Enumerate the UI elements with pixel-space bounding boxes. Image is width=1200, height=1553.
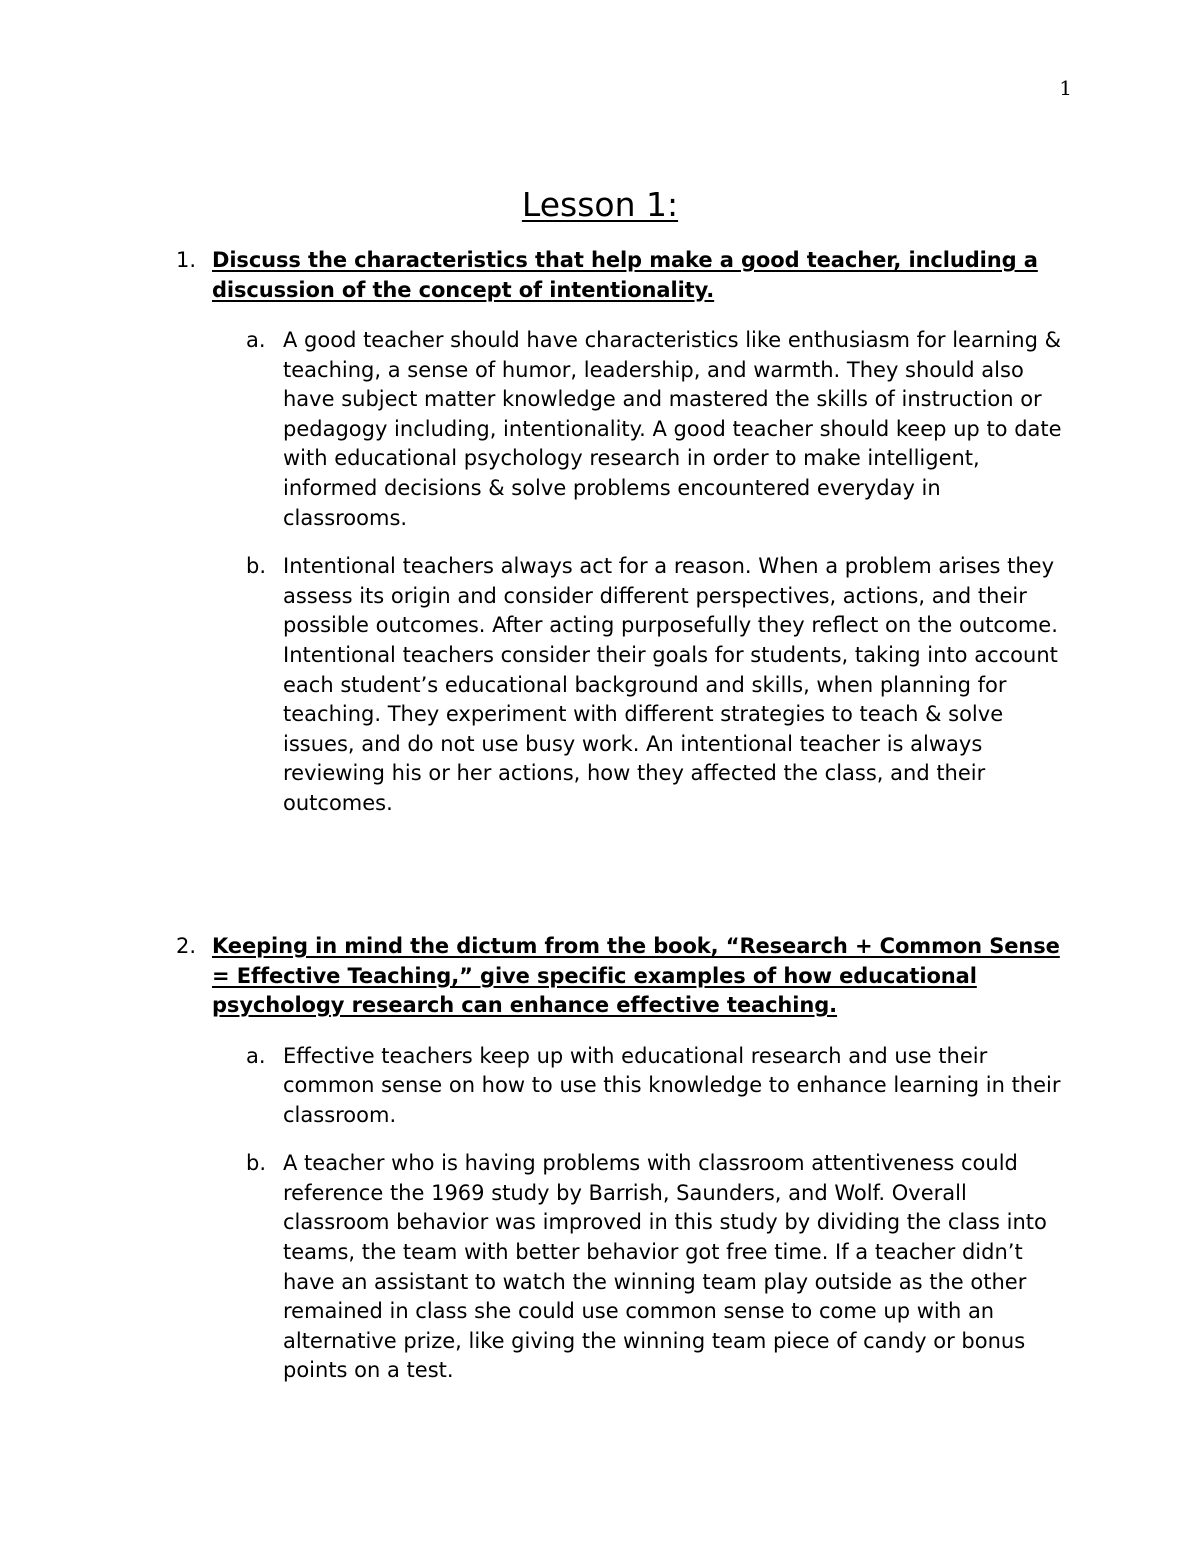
answer-letter: b. [246, 1151, 267, 1176]
answer-item [212, 1042, 1063, 1131]
page-title: Lesson 1: [521, 185, 679, 224]
answer-text: A teacher who is having problems with classroom attentiveness could reference the 1969 study by Barrish, Saunders, and Wolf. Overall classroom behavior was improved in this study by dividing the class into teams, the team with better behavior got free time. If a teacher didn’t have an assistant to watch the winning team play outside as the other remained in class she could use common sense to come up with an alternative prize, like giving the winning team piece of candy or bonus points on a test. [283, 1151, 1047, 1383]
answer-letter: a. [246, 328, 266, 352]
question-number: 2. [176, 934, 197, 958]
answer-text: A good teacher should have characteristics like enthusiasm for learning & teaching, a sense of humor, leadership, and warmth. They should also have subject matter knowledge and mastered the skills of instruction or pedagogy including, intentionality. A good teacher should keep up to date with educational psychology research in order to make intelligent, informed decisions & solve problems encountered everyday in classrooms. [283, 328, 1062, 530]
question-2 [176, 932, 1062, 1386]
answer-item [212, 326, 1063, 533]
answer-list [212, 326, 1062, 819]
answer-item [212, 552, 1063, 818]
answer-letter: a. [246, 1043, 266, 1068]
question-heading: Keeping in mind the dictum from the book, “Research + Common Sense = Effective Teaching,” give specific examples of how educational psychology research can enhance effective teaching. [212, 934, 1060, 1017]
answer-item [212, 1149, 1063, 1386]
question-heading: Discuss the characteristics that help make a good teacher, including a discussion of the concept of intentionality. [212, 248, 1038, 302]
page-number: 1 [1059, 76, 1072, 100]
answer-text: Intentional teachers always act for a reason. When a problem arises they assess its origin and consider different perspectives, actions, and their possible outcomes. After acting purposefully they reflect on the outcome. Intentional teachers consider their goals for students, taking into account each student’s educational background and skills, when planning for teaching. They experiment with different strategies to teach & solve issues, and do not use busy work. An intentional teacher is always reviewing his or her actions, how they affected the class, and their outcomes. [283, 554, 1058, 815]
answer-list [212, 1042, 1062, 1387]
question-number: 1. [176, 248, 197, 272]
answer-letter: b. [246, 554, 267, 579]
answer-text: Effective teachers keep up with educational research and use their common sense on how to use this knowledge to enhance learning in their classroom. [283, 1043, 1061, 1127]
question-1 [176, 246, 1062, 819]
